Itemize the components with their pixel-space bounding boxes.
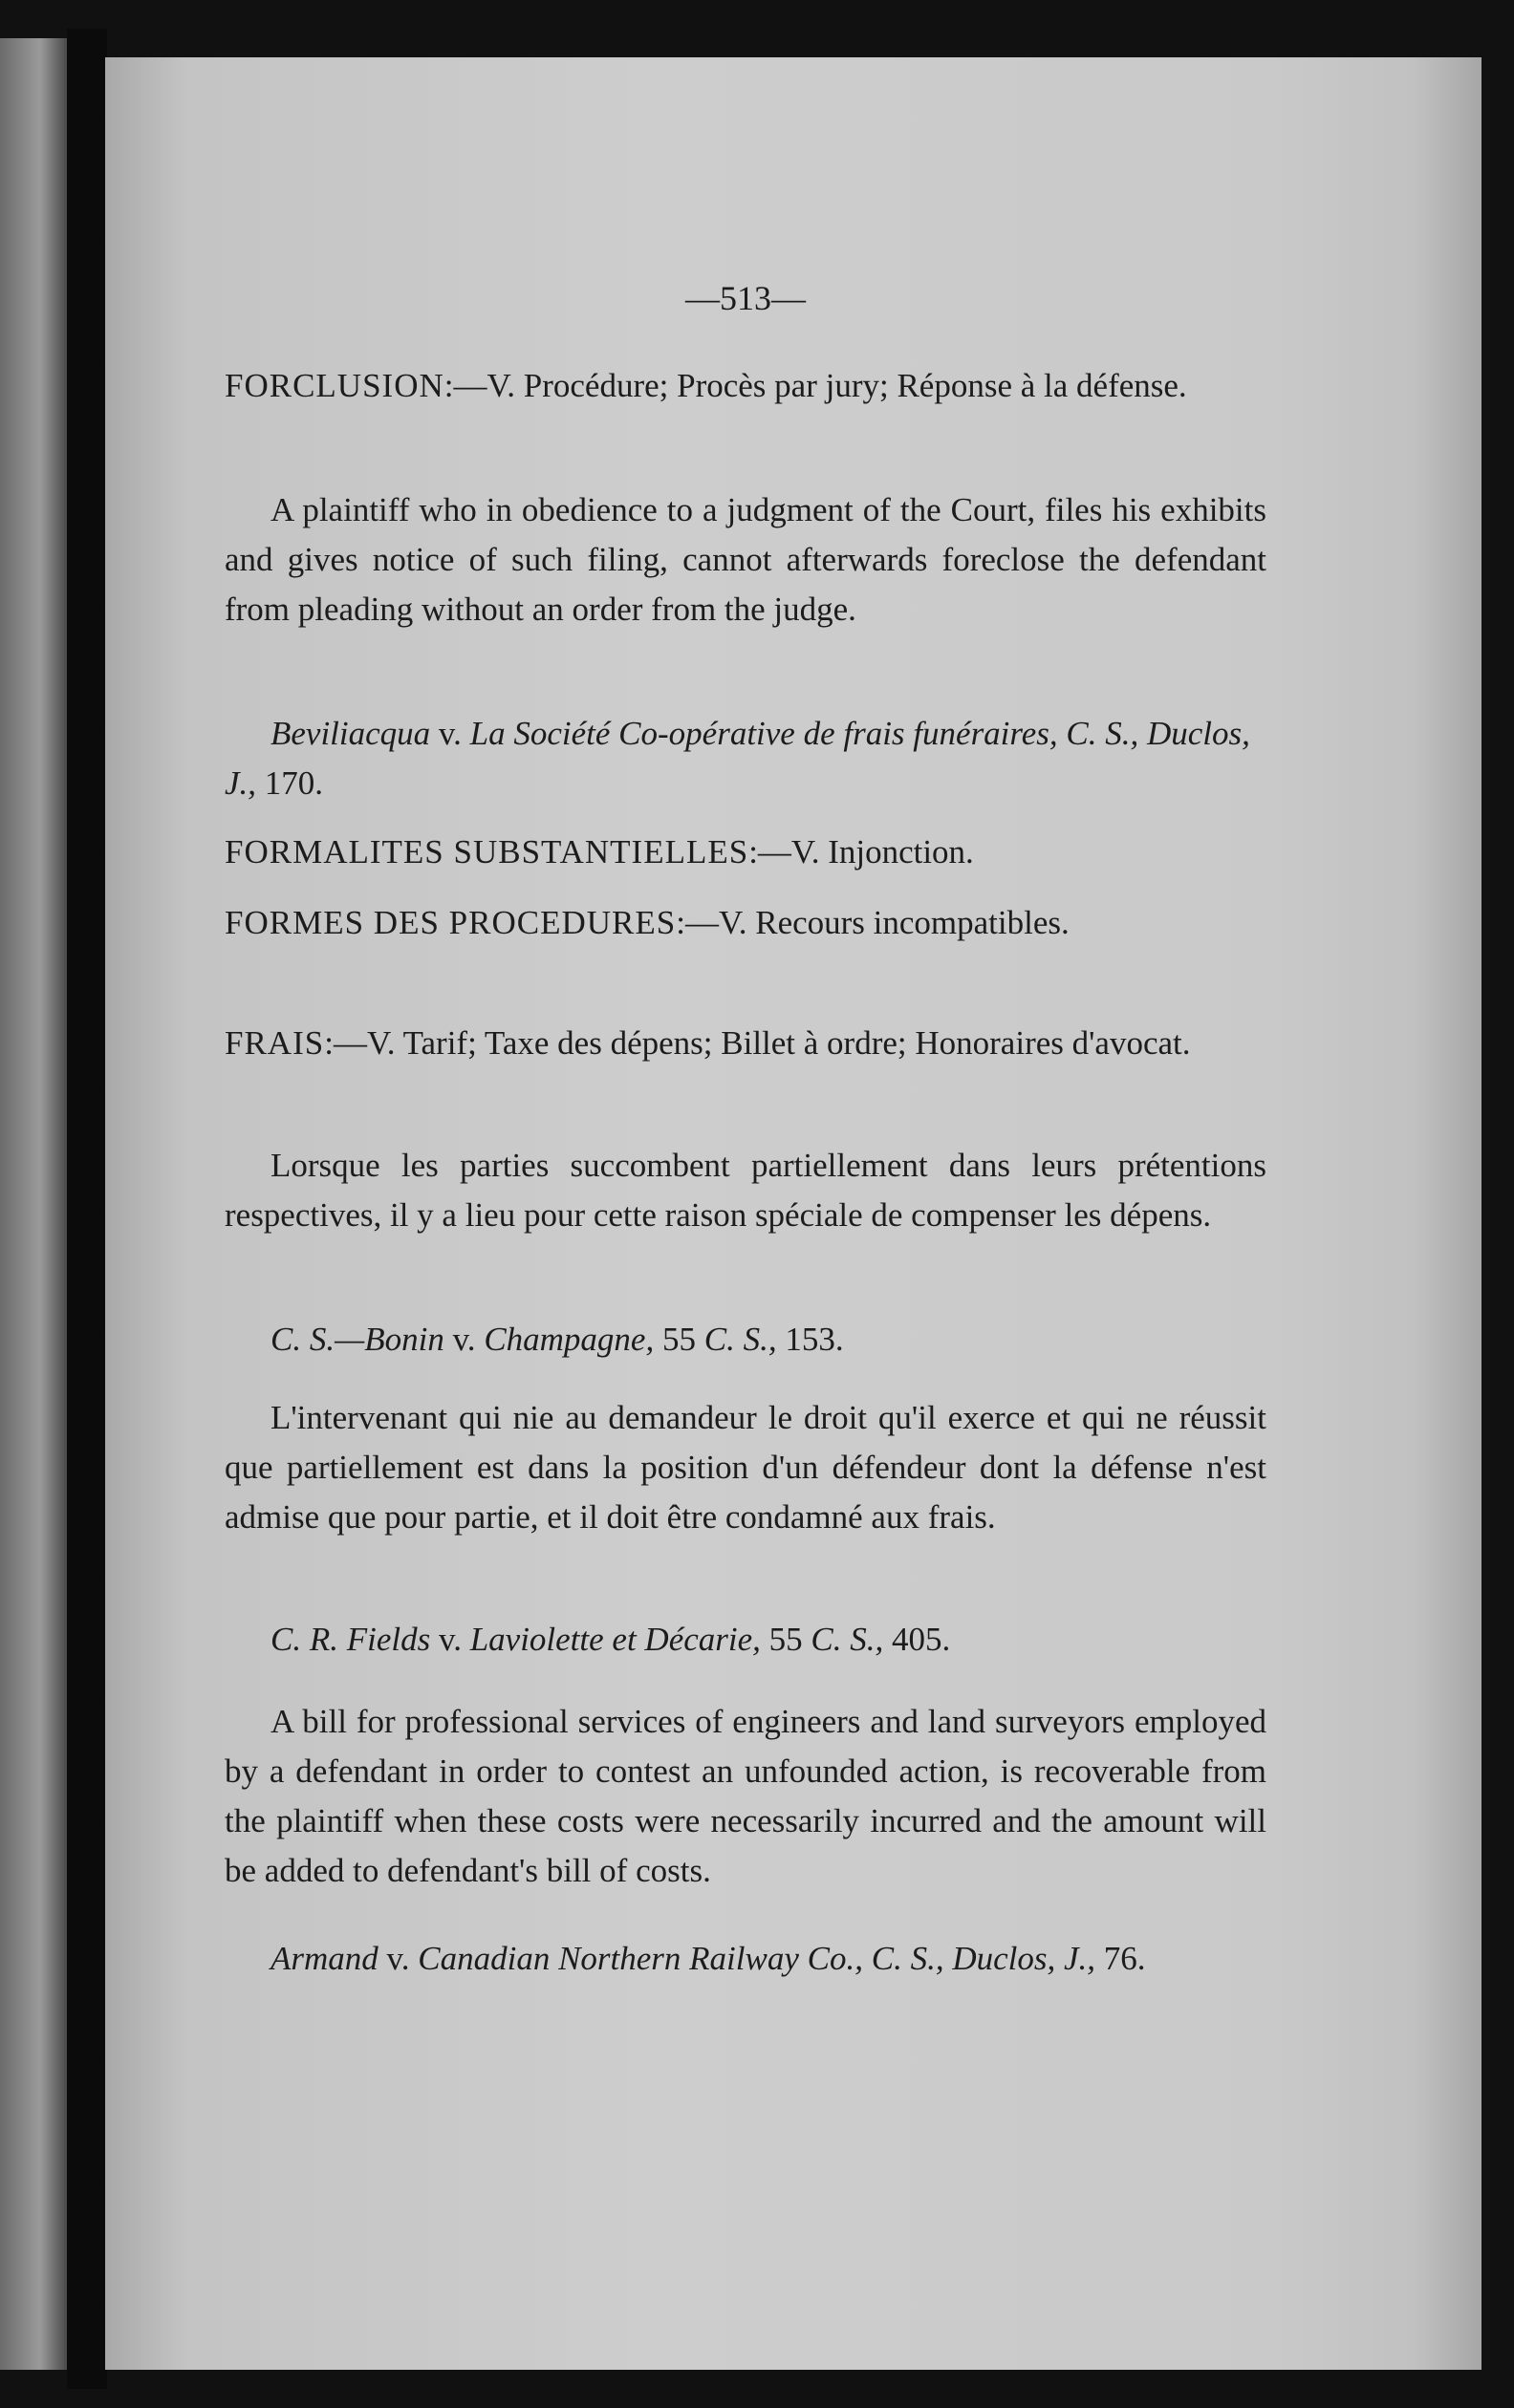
index-entry [225,361,1266,411]
case-party: Armand [270,1940,378,1977]
page-ref: 76. [1095,1940,1146,1977]
case-citation [225,709,1266,808]
entry-heading: FORCLUSION [225,367,444,404]
reporter: C. S., [811,1621,884,1658]
case-party: Beviliacqua [270,715,431,752]
case-citation [225,1934,1266,1984]
case-party: C. S.—Bonin [270,1321,444,1358]
page-ref: 153. [776,1321,844,1358]
page-ref: 405. [883,1621,951,1658]
versus: v. [430,1621,470,1658]
case-party: Canadian Northern Railway Co., C. S., Duclos, J., [418,1940,1096,1977]
summary-paragraph: A bill for professional services of engineers and land surveyors employed by a defendant in order to contest an unfounded action, is recoverable from the plaintiff when these costs were necessarily incurred and the amount will be added to defendant's bill of costs. [225,1703,1266,1889]
versus: v. [378,1940,419,1977]
summary-paragraph: A plaintiff who in obedience to a judgment of the Court, files his exhibits and gives notice of such filing, cannot afterwards foreclose the defendant from pleading without an order from the judge. [225,491,1266,628]
entry-see-also: :—V. Tarif; Taxe des dépens; Billet à ordre; Honoraires d'avocat. [324,1024,1191,1062]
entry-heading: FRAIS [225,1024,325,1062]
page-sheet [105,57,1482,2370]
entry-heading: FORMES DES PROCEDURES [225,904,677,941]
entry-heading: FORMALITES SUBSTANTIELLES [225,833,749,871]
index-entry [225,828,1266,877]
page-number: —513— [685,279,806,317]
page-ref: 170. [256,764,324,802]
index-entry [225,1019,1266,1068]
case-party: C. R. Fields [270,1621,431,1658]
facing-page-edge [0,38,67,2370]
reporter: C. S., [703,1321,777,1358]
versus: v. [430,715,470,752]
summary-paragraph: L'intervenant qui nie au demandeur le droit qu'il exerce et qui ne réussit que partiellement est dans la position d'un défendeur dont la défense n'est admise que pour partie, et il doit être condamné aux frais. [225,1399,1266,1536]
summary-paragraph: Lorsque les parties succombent partiellement dans leurs prétentions respectives, il y a lieu pour cette raison spéciale de compenser les dépens. [225,1147,1266,1234]
index-entry [225,898,1266,948]
entry-see-also: :—V. Injonction. [748,833,974,871]
entry-see-also: :—V. Recours incompatibles. [676,904,1070,941]
volume-ref: 55 [654,1321,704,1358]
case-party: Champagne, [484,1321,655,1358]
page-shadow [1415,57,1482,2370]
book-spine [67,29,107,2389]
versus: v. [443,1321,485,1358]
case-citation [225,1615,1266,1665]
case-citation [225,1315,1266,1365]
case-party: Laviolette et Décarie, [469,1621,761,1658]
volume-ref: 55 [760,1621,811,1658]
case-party: La Société Co-opérative de frais funéraires, C. S., Duclos, J., [225,715,1250,802]
entry-see-also: :—V. Procédure; Procès par jury; Réponse à la défense. [443,367,1187,404]
